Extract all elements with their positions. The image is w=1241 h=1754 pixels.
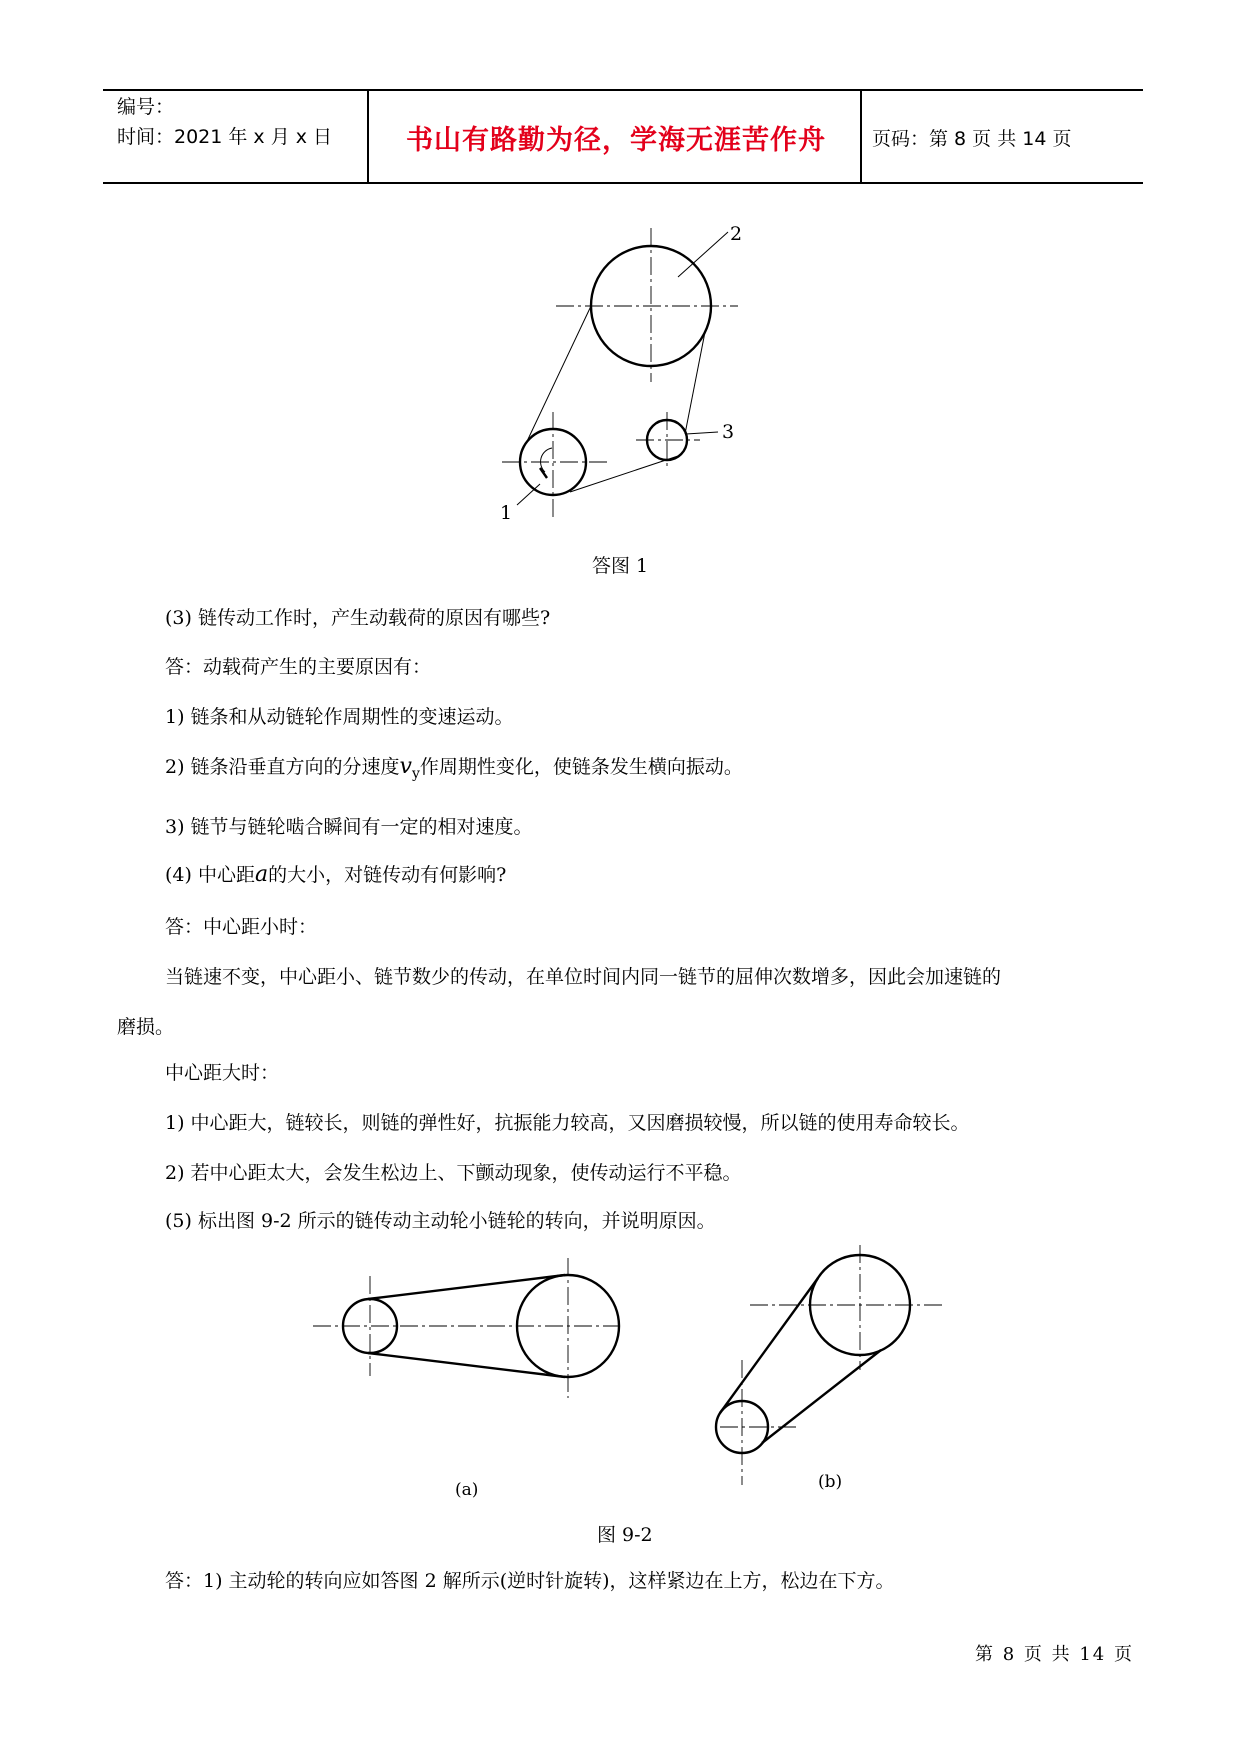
answer-3-item-3: 3) 链节与链轮啮合瞬间有一定的相对速度。 — [165, 816, 533, 838]
question-4 — [165, 860, 506, 887]
answer-4-large-heading: 中心距大时： — [165, 1062, 280, 1084]
fig2b-chain-left — [720, 1278, 818, 1413]
fig1-label-1: 1 — [500, 502, 513, 524]
center-distance-symbol: a — [254, 862, 269, 887]
figure1-caption: 答图 1 — [592, 555, 649, 577]
header-page-number: 页码：第 8 页 共 14 页 — [872, 128, 1072, 150]
answer-3-item-2 — [165, 752, 743, 782]
question-5: (5) 标出图 9-2 所示的链传动主动轮小链轮的转向，并说明原因。 — [165, 1210, 716, 1232]
header-time: 时间：2021 年 x 月 x 日 — [117, 126, 333, 148]
fig1-label-2: 2 — [730, 223, 743, 245]
figure2b-chain-drive-diagram — [700, 1245, 960, 1490]
header-meta — [117, 92, 332, 152]
fig1-leader-3 — [686, 432, 718, 434]
answer-5-item-1: 答：1) 主动轮的转向应如答图 2 解所示(逆时针旋转)，这样紧边在上方，松边在下方。 — [165, 1570, 895, 1592]
header-motto: 书山有路勤为径，学海无涯苦作舟 — [406, 125, 826, 156]
question-3: (3) 链传动工作时，产生动载荷的原因有哪些? — [165, 607, 551, 629]
answer-3-item-1: 1) 链条和从动链轮作周期性的变速运动。 — [165, 706, 514, 728]
fig1-leader-2 — [678, 232, 728, 277]
header-top-rule — [103, 89, 1143, 91]
figure2-caption: 图 9-2 — [597, 1524, 653, 1546]
fig1-chain-left — [521, 306, 591, 454]
figure2b-label: (b) — [818, 1472, 843, 1492]
answer-4-small-text-line2: 磨损。 — [117, 1016, 175, 1038]
question-4-pre: (4) 中心距 — [165, 864, 255, 886]
fig1-rotation-arrow — [540, 468, 547, 478]
velocity-subscript: y — [411, 765, 420, 782]
fig1-leader-1 — [517, 484, 540, 505]
fig2b-chain-right — [762, 1350, 881, 1443]
answer-3-item-2-pre: 2) 链条沿垂直方向的分速度 — [165, 756, 400, 778]
answer-4-small-heading: 答：中心距小时： — [165, 916, 318, 938]
figure2a-label: (a) — [455, 1480, 479, 1500]
answer-4-large-item-2: 2) 若中心距太大，会发生松边上、下颤动现象，使传动运行不平稳。 — [165, 1162, 742, 1184]
question-4-post: 的大小，对链传动有何影响? — [268, 864, 507, 886]
answer-4-small-text-line1: 当链速不变，中心距小、链节数少的传动，在单位时间内同一链节的屈伸次数增多，因此会加速链的 — [165, 966, 1002, 988]
fig1-label-3: 3 — [722, 421, 735, 443]
velocity-symbol: v — [399, 754, 412, 779]
figure2a-chain-drive-diagram — [308, 1258, 628, 1408]
fig1-driver-arc — [541, 448, 552, 472]
answer-3-intro: 答：动载荷产生的主要原因有： — [165, 656, 432, 678]
answer-4-large-item-1: 1) 中心距大，链较长，则链的弹性好，抗振能力较高，又因磨损较慢，所以链的使用寿命较长。 — [165, 1112, 970, 1134]
header-bottom-rule — [103, 182, 1143, 184]
answer-3-item-2-post: 作周期性变化，使链条发生横向振动。 — [419, 756, 743, 778]
figure1-chain-drive-diagram — [500, 222, 800, 532]
header-divider-left — [367, 90, 369, 184]
footer-page-number: 第 8 页 共 14 页 — [975, 1644, 1134, 1665]
header-serial: 编号： — [117, 96, 175, 118]
